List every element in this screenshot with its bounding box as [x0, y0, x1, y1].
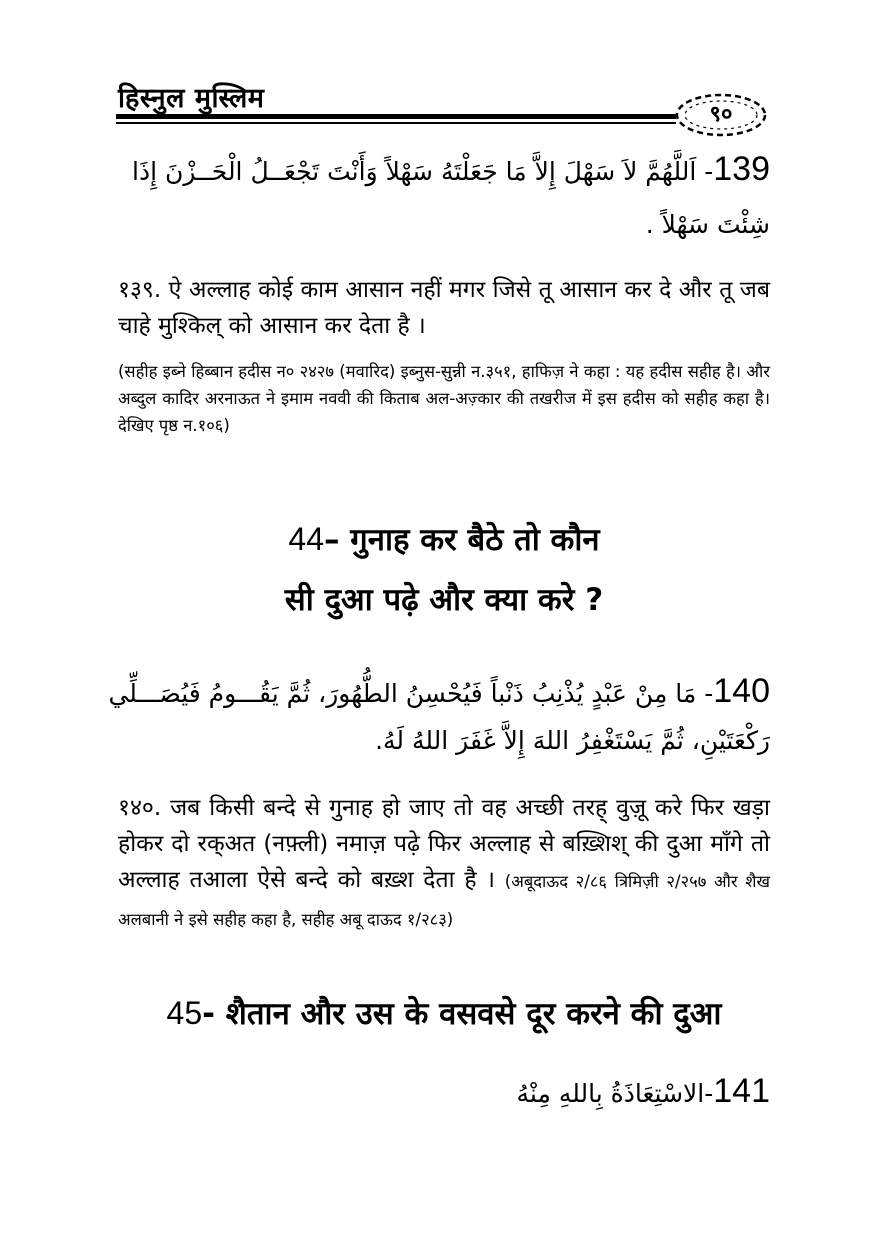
chapter-number: 44	[288, 521, 325, 557]
chapter-title: गुनाह कर बैठे तो कौन	[339, 522, 600, 558]
translation-text: १४०. जब किसी बन्दे से गुनाह हो जाए तो वह अच्छी तरह् वुज़ू करे फिर खड़ा होकर दो रक्अत (नफ़्ली) नमाज़ पढ़े फिर अल्लाह से बख़्शिश् की दुआ माँगे तो अल्लाह तआला ऐसे बन्दे को बख़्श देता है ।	[118, 795, 770, 893]
chapter-44-heading-line-1	[60, 518, 828, 560]
chapter-45-heading	[60, 992, 828, 1034]
book-title: हिस्नुल मुस्लिम	[118, 83, 265, 114]
arabic-text: -الاسْتِعَاذَةُ بِاللهِ مِنْهُ	[516, 1079, 714, 1108]
arabic-text: - اَللَّهُمَّ لاَ سَهْلَ إِلاَّ مَا جَعَلْتَهُ سَهْلاً وَأَنْتَ تَجْعَــلُ الْحَــزْنَ إِذَا	[132, 157, 714, 186]
arabic-text: رَكْعَتَيْنِ، ثُمَّ يَسْتَغْفِرُ اللهَ إِلاَّ غَفَرَ اللهُ لَهُ.	[375, 726, 770, 755]
dua-number: 139	[713, 150, 770, 188]
chapter-title: शैतान और उस के वसवसे दूर करने की दुआ	[215, 996, 722, 1032]
chapter-44-heading-line-2: सी दुआ पढ़े और क्या करे ?	[284, 582, 604, 618]
dua-140-translation	[118, 790, 770, 938]
dua-141-arabic-line-1	[517, 1072, 770, 1111]
header-rule-thick	[116, 114, 676, 119]
header-rule-thin	[116, 122, 676, 124]
chapter-dash: -	[202, 996, 215, 1032]
arabic-text: - مَا مِنْ عَبْدٍ يُذْنِبُ ذَنْباً فَيُحْسِنُ الطُّهُورَ، ثُمَّ يَقُـــومُ فَيُصَـــلِّي	[108, 679, 714, 708]
page-number-badge	[672, 90, 770, 140]
page-number: ९०	[709, 102, 733, 127]
dua-139-arabic-line-1	[132, 150, 770, 189]
dua-140-arabic-line-2	[375, 726, 770, 755]
dua-140-reference: (अबूदाऊद २/८६ त्रिमिज़ी २/२५७ और शैख अलबानी ने इसे सहीह कहा है, सहीह अबू दाऊद १/२८३)	[118, 872, 771, 929]
chapter-number: 45	[166, 995, 203, 1031]
arabic-text: شِئْتَ سَهْلاً .	[645, 210, 770, 239]
dua-139-translation: १३९. ऐ अल्लाह कोई काम आसान नहीं मगर जिसे तू आसान कर दे और तू जब चाहे मुश्किल् को आसान कर देता है ।	[118, 277, 770, 339]
dua-number: 141	[713, 1072, 770, 1110]
chapter-dash: –	[324, 522, 340, 558]
dua-number: 140	[713, 672, 770, 710]
dua-139-arabic-line-2	[646, 210, 770, 239]
dua-139-reference: (सहीह इब्ने हिब्बान हदीस न० २४२७ (मवारिद) इब्नुस-सुन्नी न.३५१, हाफिज़ ने कहा : यह हदीस सहीह है। और अब्दुल कादिर अरनाऊत ने इमाम नववी की किताब अल-अज़्कार की तखरीज में इस हदीस को सहीह कहा है। देखिए पृष्ठ न.१०६)	[118, 362, 770, 435]
dua-140-arabic-line-1	[108, 672, 770, 711]
